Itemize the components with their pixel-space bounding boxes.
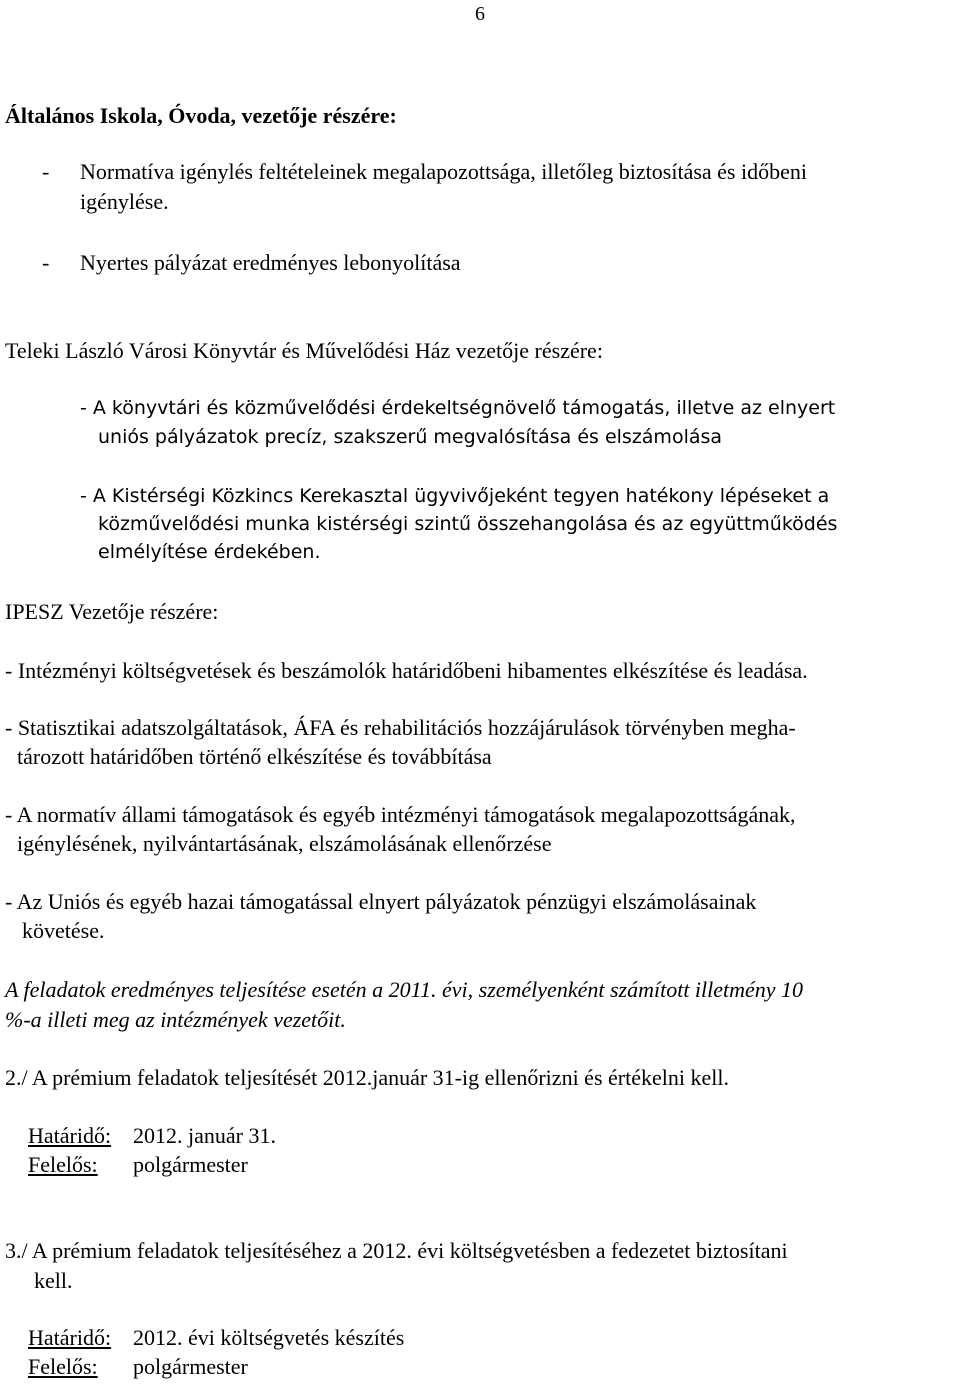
section3-item2-line2: tározott határidőben történő elkészítése és továbbítása [17,744,492,769]
section1-item2-dash: - [42,250,50,275]
section1-heading: Általános Iskola, Óvoda, vezetője részére: [5,103,397,128]
section3-heading: IPESZ Vezetője részére: [5,599,219,624]
section3-item3-line2: igénylésének, nyilvántartásának, elszámolásának ellenőrzése [17,831,552,856]
decision3-line1: 3./ A prémium feladatok teljesítéséhez a 2012. évi költségvetésben a fedezetet biztosítani [5,1238,788,1263]
note-line2: %-a illeti meg az intézmények vezetőit. [5,1007,346,1032]
note-line1: A feladatok eredményes teljesítése esetén a 2011. évi, személyenként számított illetmény 10 [5,977,804,1002]
section3-item1-line1: - Intézményi költségvetések és beszámolók határidőbeni hibamentes elkészítése és leadása. [5,658,808,683]
section2-item2-line1: - A Kistérségi Közkincs Kerekasztal ügyvivőjeként tegyen hatékony lépéseket a [80,485,830,507]
section2-item1-line2: uniós pályázatok precíz, szakszerű megvalósítása és elszámolása [98,426,723,448]
section2-item2-line3: elmélyítése érdekében. [98,541,321,563]
decision2-deadline-value: 2012. január 31. [133,1123,276,1148]
decision3-deadline-value: 2012. évi költségvetés készítés [133,1325,405,1350]
decision3-responsible-value: polgármester [133,1354,248,1379]
section2-item2-line2: közművelődési munka kistérségi szintű összehangolása és az együttműködés [98,513,838,535]
section3-item2-line1: - Statisztikai adatszolgáltatások, ÁFA és rehabilitációs hozzájárulások törvényben megha- [5,715,796,740]
section1-item1-dash: - [42,159,50,184]
decision3-line2: kell. [34,1268,73,1293]
decision2-text: 2./ A prémium feladatok teljesítését 2012.január 31-ig ellenőrizni és értékelni kell. [5,1065,729,1090]
decision2-deadline-label: Határidő: [28,1123,112,1148]
decision3-responsible-label: Felelős: [28,1354,98,1379]
decision2-responsible-value: polgármester [133,1152,248,1177]
section1-item1-line1: Normatíva igénylés feltételeinek megalapozottsága, illetőleg biztosítása és időbeni [80,159,807,184]
section2-heading: Teleki László Városi Könyvtár és Művelődési Ház vezetője részére: [5,338,603,363]
section1-item2-line1: Nyertes pályázat eredményes lebonyolítása [80,250,461,275]
section1-item1-line2: igénylése. [80,189,169,214]
section3-item3-line1: - A normatív állami támogatások és egyéb intézményi támogatások megalapozottságának, [5,802,796,827]
page-number: 6 [475,3,485,25]
section3-item4-line2: követése. [22,918,105,943]
section3-item4-line1: - Az Uniós és egyéb hazai támogatással elnyert pályázatok pénzügyi elszámolásainak [5,889,757,914]
section2-item1-line1: - A könyvtári és közművelődési érdekeltségnövelő támogatás, illetve az elnyert [80,397,836,419]
decision2-responsible-label: Felelős: [28,1152,98,1177]
decision3-deadline-label: Határidő: [28,1325,112,1350]
